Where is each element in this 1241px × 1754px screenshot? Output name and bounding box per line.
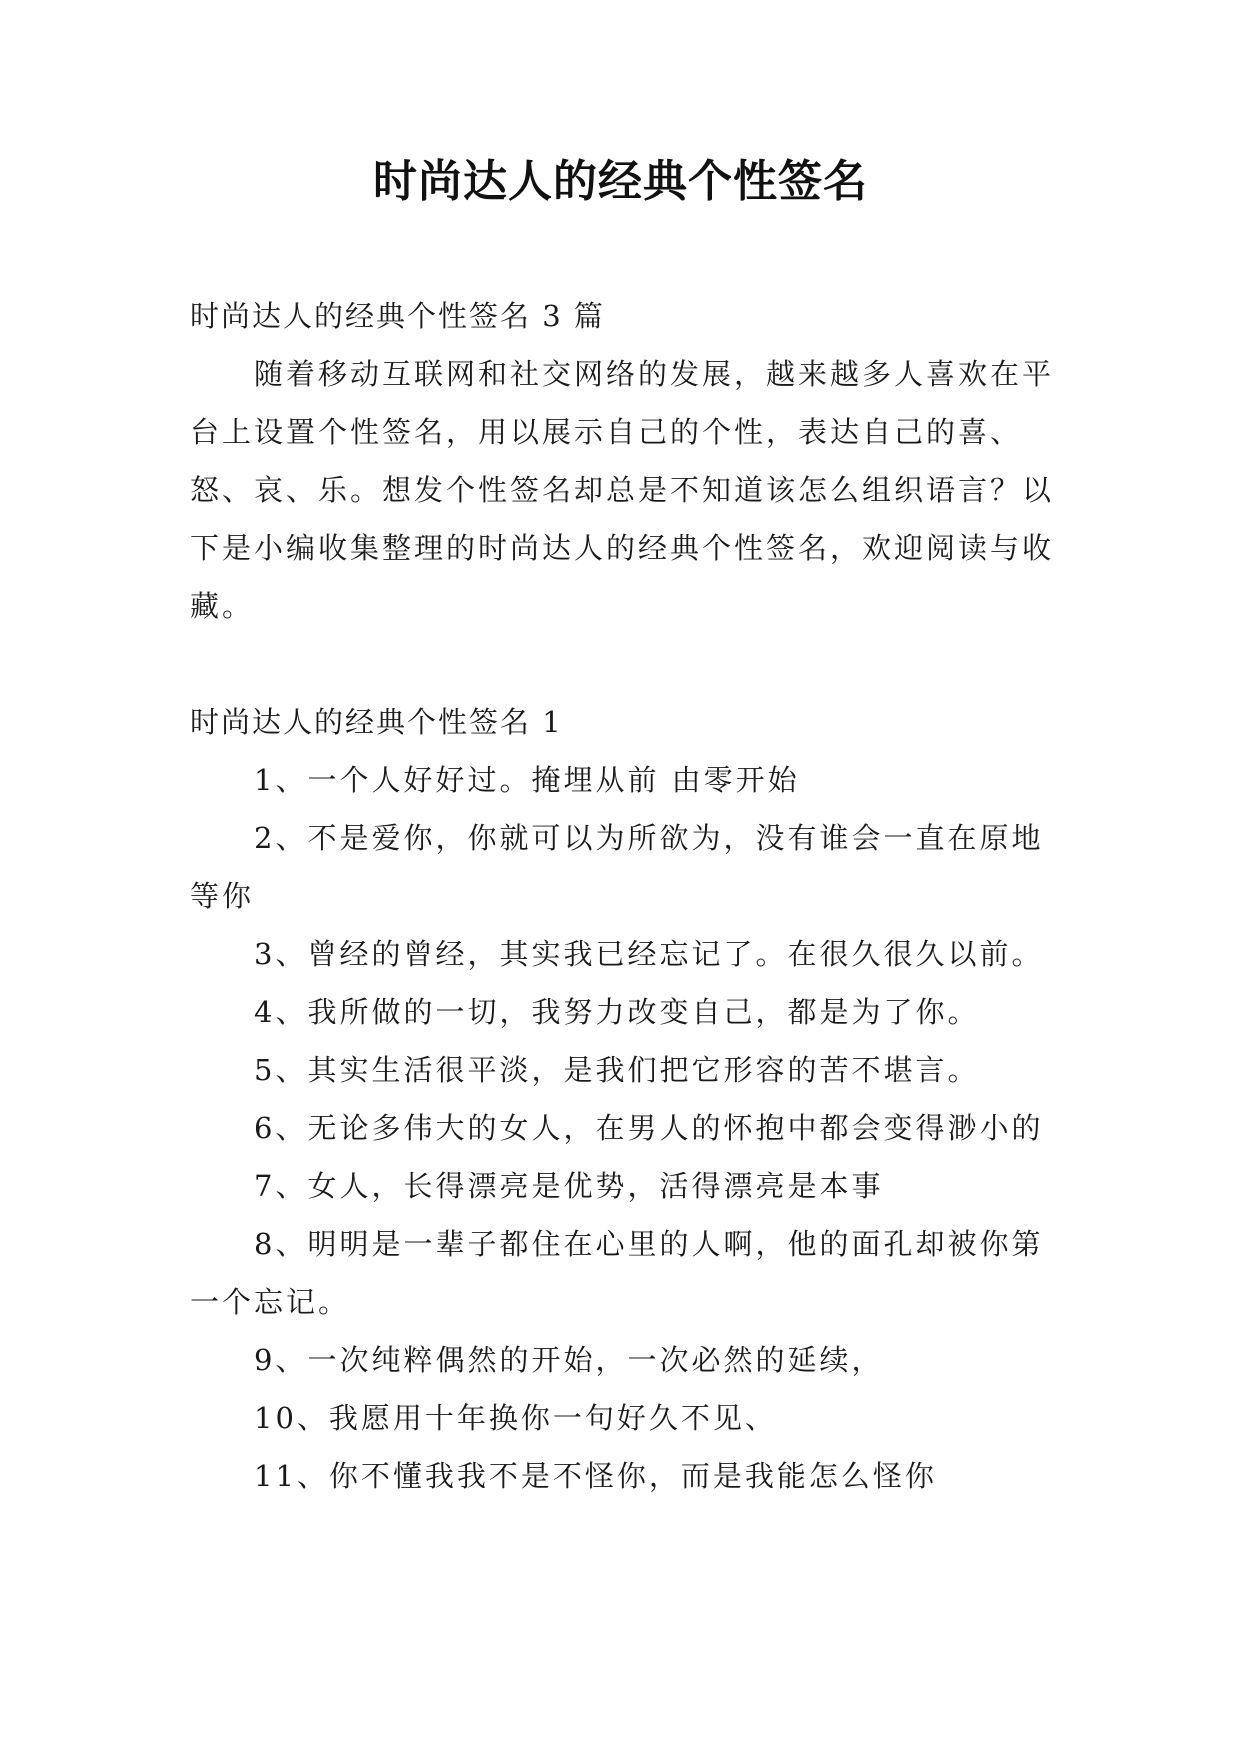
list-item: 5、其实生活很平淡，是我们把它形容的苦不堪言。 bbox=[254, 1053, 980, 1087]
list-item: 7、女人，长得漂亮是优势，活得漂亮是本事 bbox=[254, 1169, 884, 1203]
list-item: 10、我愿用十年换你一句好久不见、 bbox=[254, 1401, 777, 1435]
list-item: 6、无论多伟大的女人，在男人的怀抱中都会变得渺小的 bbox=[254, 1111, 1044, 1145]
paragraph-gap bbox=[190, 635, 1060, 693]
list-item: 2、不是爱你，你就可以为所欲为，没有谁会一直在原地等你 bbox=[190, 821, 1044, 913]
list-item: 8、明明是一辈子都住在心里的人啊，他的面孔却被你第一个忘记。 bbox=[190, 1227, 1044, 1319]
document-subtitle: 时尚达人的经典个性签名 3 篇 bbox=[190, 299, 605, 333]
section-heading: 时尚达人的经典个性签名 1 bbox=[190, 705, 563, 739]
list-item: 4、我所做的一切，我努力改变自己，都是为了你。 bbox=[254, 995, 980, 1029]
document-body bbox=[190, 287, 1060, 1505]
list-item: 1、一个人好好过。掩埋从前 由零开始 bbox=[254, 763, 800, 797]
list-item: 9、一次纯粹偶然的开始，一次必然的延续， bbox=[254, 1343, 884, 1377]
intro-paragraph: 随着移动互联网和社交网络的发展，越来越多人喜欢在平台上设置个性签名，用以展示自己的个性，表达自己的喜、怒、哀、乐。想发个性签名却总是不知道该怎么组织语言？以下是小编收集整理的时尚达人的经典个性签名，欢迎阅读与收藏。 bbox=[190, 357, 1055, 623]
list-item: 11、你不懂我我不是不怪你，而是我能怎么怪你 bbox=[254, 1459, 937, 1493]
document-title: 时尚达人的经典个性签名 bbox=[373, 156, 868, 207]
list-item: 3、曾经的曾经，其实我已经忘记了。在很久很久以前。 bbox=[254, 937, 1044, 971]
